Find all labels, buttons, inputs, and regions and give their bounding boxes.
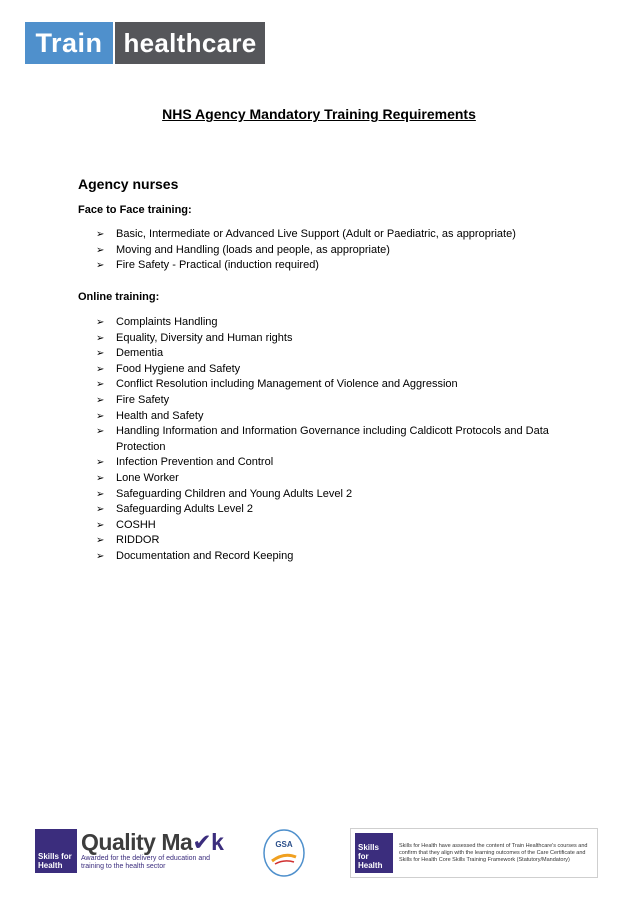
logo-train: Train — [25, 22, 113, 64]
arrow-bullet-icon: ➢ — [96, 504, 105, 516]
arrow-bullet-icon: ➢ — [96, 317, 105, 328]
online-heading: Online training: — [78, 291, 160, 303]
section-heading: Agency nurses — [78, 176, 179, 192]
list-item — [96, 393, 566, 409]
arrow-bullet-icon: ➢ — [96, 363, 105, 375]
list-item — [96, 227, 566, 243]
arrow-bullet-icon: ➢ — [96, 244, 105, 256]
quality-mark-title: Quality Ma✔k — [81, 829, 224, 855]
skills-for-health-badge-2: Skills for Health — [355, 833, 393, 873]
list-item-text: Equality, Diversity and Human rights — [116, 331, 293, 344]
list-item-text: Handling Information and Information Governance including Caldicott Protocols and Data Protection — [116, 425, 549, 453]
online-list — [96, 315, 566, 565]
arrow-bullet-icon: ➢ — [96, 332, 105, 344]
arrow-bullet-icon: ➢ — [96, 348, 105, 360]
arrow-bullet-icon: ➢ — [96, 457, 105, 469]
list-item — [96, 243, 566, 259]
quality-mark-logo — [35, 829, 223, 873]
arrow-bullet-icon: ➢ — [96, 410, 105, 422]
list-item-text: COSHH — [116, 518, 156, 531]
list-item-text: Safeguarding Adults Level 2 — [116, 503, 253, 516]
list-item — [96, 455, 566, 471]
list-item — [96, 346, 566, 362]
arrow-bullet-icon: ➢ — [96, 488, 105, 500]
list-item-text: Health and Safety — [116, 409, 204, 422]
list-item-text: RIDDOR — [116, 534, 160, 547]
quality-mark-subtitle: Awarded for the delivery of education and training to the health sector — [81, 855, 211, 870]
list-item — [96, 409, 566, 425]
arrow-bullet-icon: ➢ — [96, 535, 105, 547]
assessment-note: Skills for Health have assessed the content of Train Healthcare's courses and confirm that they align with the learning outcomes of the Care Certificate and Skills for Health Core Skills Training Framework (Statutory/Mandatory) — [399, 842, 588, 863]
list-item — [96, 549, 566, 565]
face-to-face-list — [96, 227, 566, 274]
gsa-text: GSA — [275, 840, 293, 849]
list-item — [96, 502, 566, 518]
arrow-bullet-icon: ➢ — [96, 379, 105, 391]
list-item — [96, 377, 566, 393]
list-item-text: Food Hygiene and Safety — [116, 362, 241, 375]
list-item-text: Lone Worker — [116, 471, 179, 484]
list-item — [96, 362, 566, 378]
list-item — [96, 533, 566, 549]
train-healthcare-logo — [25, 22, 265, 64]
list-item — [96, 518, 566, 534]
list-item-text: Moving and Handling (loads and people, as appropriate) — [116, 243, 390, 256]
list-item — [96, 471, 566, 487]
logo-healthcare: healthcare — [115, 22, 265, 64]
list-item — [96, 331, 566, 347]
gsa-logo — [258, 828, 310, 878]
list-item-text: Safeguarding Children and Young Adults Level 2 — [116, 487, 353, 500]
list-item-text: Fire Safety - Practical (induction required) — [116, 259, 319, 272]
list-item-text: Fire Safety — [116, 393, 170, 406]
arrow-bullet-icon: ➢ — [96, 519, 105, 531]
list-item-text: Conflict Resolution including Management of Violence and Aggression — [116, 378, 458, 391]
list-item — [96, 315, 566, 331]
arrow-bullet-icon: ➢ — [96, 229, 105, 240]
arrow-bullet-icon: ➢ — [96, 394, 105, 406]
skills-for-health-badge: Skills for Health — [35, 829, 77, 873]
list-item-text: Infection Prevention and Control — [116, 456, 274, 469]
list-item — [96, 258, 566, 274]
list-item-text: Documentation and Record Keeping — [116, 549, 294, 562]
arrow-bullet-icon: ➢ — [96, 550, 105, 562]
list-item-text: Basic, Intermediate or Advanced Live Support (Adult or Paediatric, as appropriate) — [116, 228, 516, 240]
arrow-bullet-icon: ➢ — [96, 472, 105, 484]
face-to-face-heading: Face to Face training: — [78, 204, 192, 216]
arrow-bullet-icon: ➢ — [96, 260, 105, 272]
list-item-text: Dementia — [116, 347, 164, 360]
skills-for-health-assessment — [350, 828, 598, 878]
document-title: NHS Agency Mandatory Training Requirements — [162, 106, 476, 122]
list-item — [96, 487, 566, 503]
list-item-text: Complaints Handling — [116, 316, 218, 328]
list-item — [96, 424, 566, 455]
arrow-bullet-icon: ➢ — [96, 426, 105, 438]
